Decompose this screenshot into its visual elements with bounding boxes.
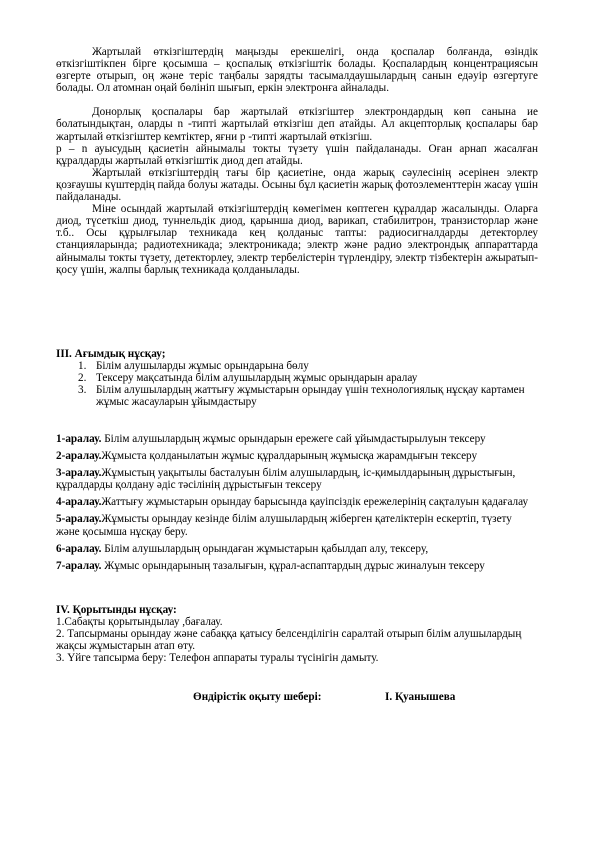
- section-3-heading: III. Ағымдық нұсқау;: [56, 348, 166, 360]
- stage-label: 4-аралау.: [56, 496, 102, 509]
- section-4-heading: IV. Қорытынды нұсқау:: [56, 604, 177, 616]
- list-item-text: Тексеру мақсатында білім алушылардың жұмыс орындарын аралау: [96, 372, 418, 385]
- stage-item: [56, 496, 538, 508]
- stage-item: [56, 543, 538, 555]
- signature-name: І. Қуанышева: [385, 691, 456, 703]
- stage-item: [56, 560, 538, 572]
- section-4-line: 2. Тапсырманы орындау және сабаққа қатысу белсенділігін саралтай отырып білім алушылардың жақсы жұмыстарын атап өту.: [56, 628, 522, 653]
- stage-label: 7-аралау.: [56, 559, 102, 572]
- stage-item: [56, 513, 538, 537]
- stage-label: 5-аралау.: [56, 513, 102, 526]
- list-item: [56, 360, 538, 372]
- section-4-line: 1.Сабақты қорытындылау ,бағалау.: [56, 616, 223, 629]
- signature-role: Өндірістік оқыту шебері:: [193, 691, 322, 703]
- list-item: [56, 372, 538, 384]
- stage-item: [56, 450, 538, 462]
- stage-text: Жұмыстың уақытылы басталуын білім алушылардың, іс-қимылдарының дұрыстығын, құралдарды қолдану әдіс тәсілінің дұрыстығын тексеру: [56, 467, 516, 492]
- list-item-text: Білім алушылардың жаттығу жұмыстарын орындау үшін технологиялық нұсқау картамен жұмыс жасауларын ұйымдастыру: [96, 384, 525, 409]
- list-item: [56, 384, 538, 408]
- stage-label: 6-аралау.: [56, 542, 102, 555]
- stage-text: Білім алушылардың жұмыс орындарын ережеге сай ұйымдастырылуын тексеру: [101, 433, 486, 445]
- stage-label: 3-аралау.: [56, 467, 102, 480]
- intro-paragraph: Донорлық қоспалары бар жартылай өткізгіштер электрондардың көп санына ие болатындықтан, оларды n -типті жартылай өткізгіш деп атайды. Ал акцепторлық қоспалары бар жартылай өткізгіштер кемтіктер, яғни p -типті жартылай өткізгіш.: [56, 106, 538, 143]
- stage-item: [56, 467, 538, 491]
- section-4-line: 3. Үйге тапсырма беру: Телефон аппараты туралы түсінігін дамыту.: [56, 652, 379, 665]
- list-item-number: 3.: [78, 384, 87, 397]
- intro-paragraph: Міне осындай жартылай өткізгіштердің көмегімен көптеген құралдар жасалынды. Оларға диод, түсеткіш диод, туннельдік диод, қарынша диод, варикап, стабилитрон, транзисторлар және т.б.. Осы құрылғылар техникада кең қолданыс тапты: радиосигналдарды детекторлеу станцияларында; радиотехникада; электроникада; электр және радио электрондық аппараттарда айнымалы токты түзету, детекторлеу, электр тербелістерін түрлендіру, электр тізбектерін ажыратып-қосу үшін, жалпы барлық техникада қолданылады.: [56, 203, 538, 276]
- stages-list: [56, 433, 538, 572]
- stage-item: [56, 433, 538, 445]
- stage-text: Жұмыста қолданылатын жұмыс құралдарының жұмысқа жарамдығын тексеру: [101, 450, 478, 463]
- section-3-list: [56, 360, 538, 408]
- intro-section: [56, 46, 538, 276]
- list-item-number: 2.: [78, 372, 87, 385]
- section-3: [56, 348, 538, 408]
- stage-text: Білім алушылардың орындаған жұмыстарын қабылдап алу, тексеру,: [101, 542, 429, 555]
- stage-text: Жаттығу жұмыстарын орындау барысында қауіпсіздік ережелерінің сақталуын қадағалау: [101, 496, 529, 509]
- intro-paragraph: Жартылай өткізгіштердің маңызды ерекшелігі, онда қоспалар болғанда, өзіндік өткізгіштікпен бірге қосымша – қоспалық өткізгіштік болады. Қоспалардың концентрациясын өзгерте отырып, оң және теріс таңбалы зарядты тасымалдаушылардың санын едәуір өзгертуге болады. Ол атомнан оңай бөлініп шығып, еркін электронға айналады.: [56, 46, 538, 95]
- list-item-number: 1.: [78, 360, 87, 373]
- list-item-text: Білім алушыларды жұмыс орындарына бөлу: [96, 360, 309, 373]
- intro-paragraph: Жартылай өткізгіштердің тағы бір қасиетіне, онда жарық сәулесінің әсерінен электр қозғаушы күштердің пайда болуы жатады. Осыны бұл қасиетін жарық фотоэлементтерін жасау үшін пайдаланады.: [56, 166, 538, 204]
- stage-text: Жұмысты орындау кезінде білім алушылардың жіберген қателіктерін ескертіп, түзету және қосымша нұсқау беру.: [56, 513, 512, 538]
- intro-paragraph: р – n ауысудың қасиетін айнымалы токты түзету үшін пайдаланады. Оған арнап жасалған құралдарды жартылай өткізгіштік диод деп атайды.: [56, 142, 538, 167]
- stage-label: 1-аралау.: [56, 433, 102, 445]
- section-4: [56, 604, 538, 664]
- stage-label: 2-аралау.: [56, 450, 102, 463]
- stage-text: Жұмыс орындарының тазалығын, құрал-аспаптардың дұрыс жиналуын тексеру: [101, 559, 485, 572]
